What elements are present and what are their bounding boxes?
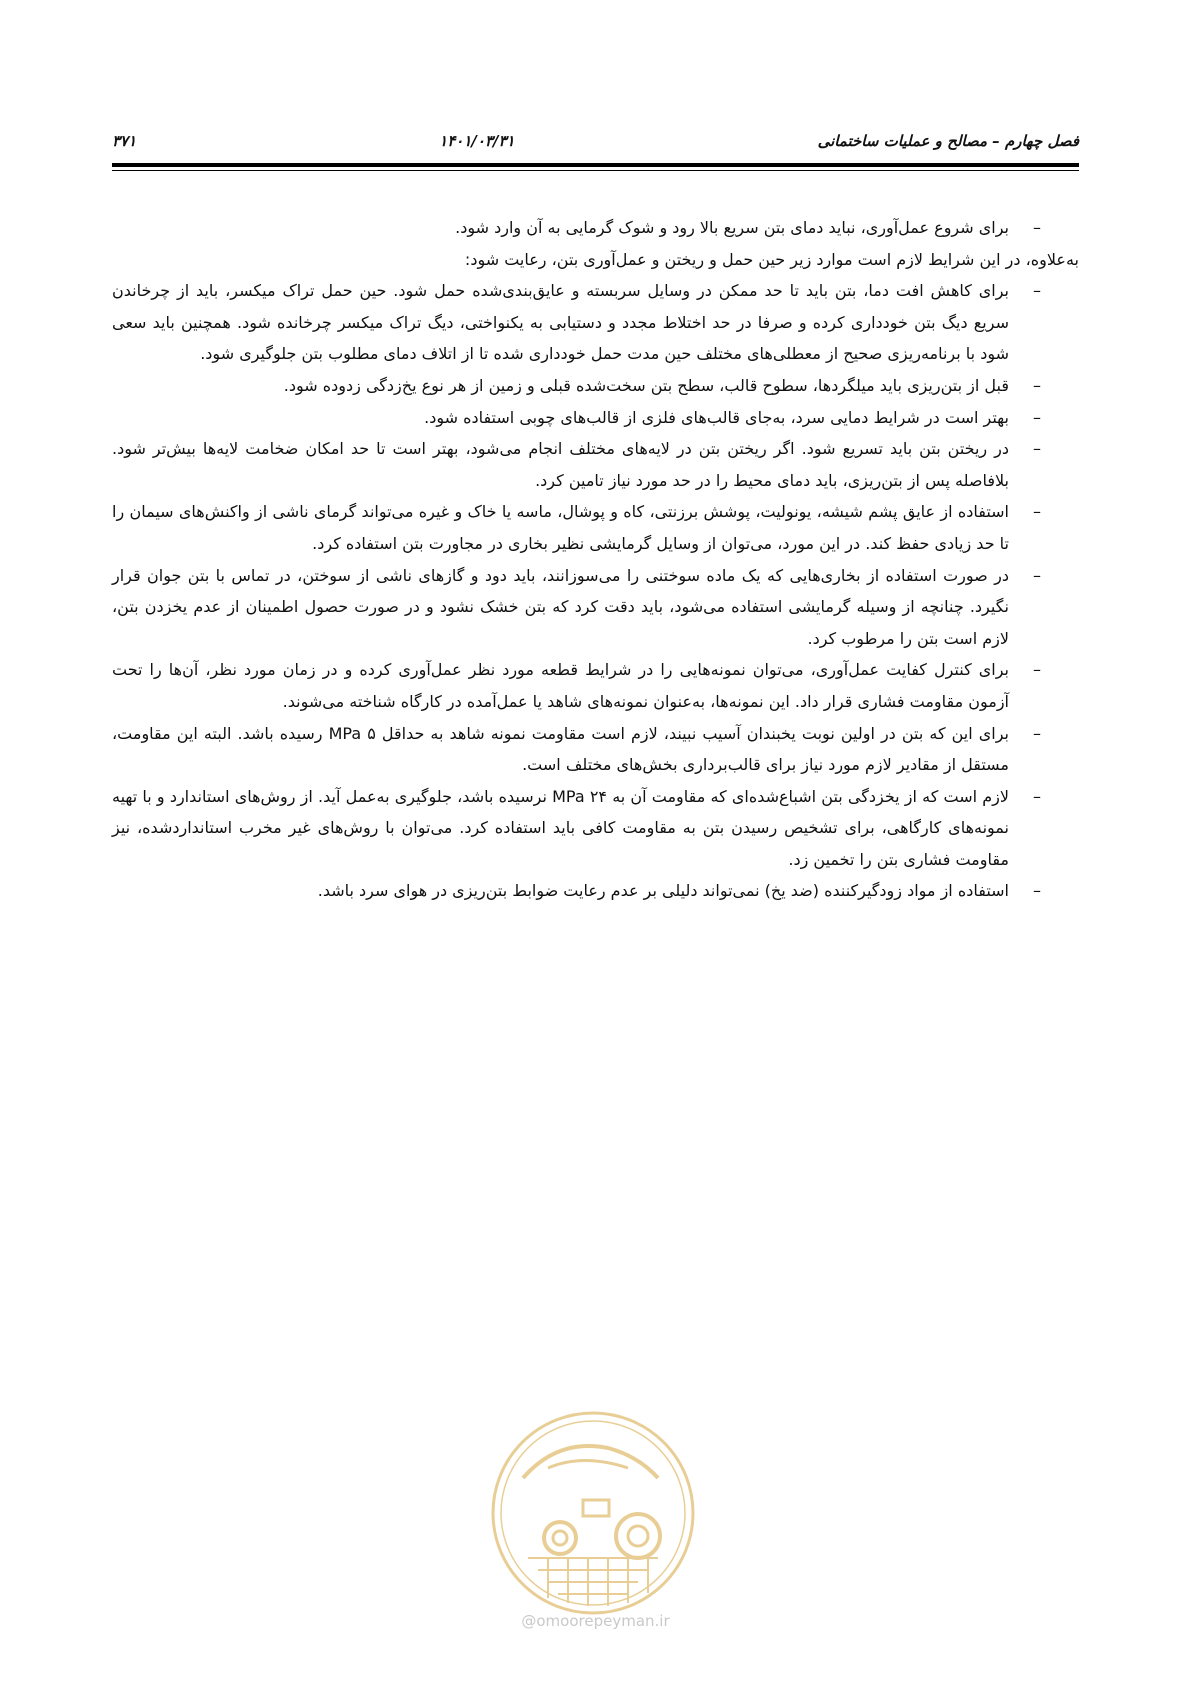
dash-bullet: –	[1033, 439, 1041, 459]
list-item-text: بهتر است در شرایط دمایی سرد، به‌جای قالب‌های فلزی از قالب‌های چوبی استفاده شود.	[424, 407, 1009, 427]
dash-bullet: –	[1033, 407, 1041, 427]
dash-bullet: –	[1033, 565, 1041, 585]
list-item	[112, 370, 1079, 402]
list-item-text: برای شروع عمل‌آوری، نباید دمای بتن سریع بالا رود و شوک گرمایی به آن وارد شود.	[455, 218, 1009, 237]
list-item-text: استفاده از مواد زودگیرکننده (ضد یخ) نمی‌تواند دلیلی بر عدم رعایت ضوابط بتن‌ریزی در هوای سرد باشد.	[317, 881, 1009, 901]
dash-bullet: –	[1033, 281, 1041, 301]
list-item	[112, 718, 1079, 781]
header-rule-thin	[112, 170, 1079, 171]
list-item-text: در صورت استفاده از بخاری‌هایی که یک ماده سوختنی را می‌سوزانند، باید دود و گازهای ناشی از سوختن، در تماس با بتن جوان قرار نگیرد. چنانچه از وسیله گرمایشی استفاده می‌شود، باید دقت کرد که بتن خشک نشود و در صورت حصول اطمینان از عدم یخزدن بتن، لازم است بتن را مرطوب کرد.	[112, 565, 1009, 648]
intro-paragraph: به‌علاوه، در این شرایط لازم است موارد زیر حین حمل و ریختن و عمل‌آوری بتن، رعایت شود:	[464, 249, 1079, 269]
dash-bullet: –	[1033, 881, 1041, 901]
list-item	[112, 560, 1079, 655]
header-date: ۱۴۰۱/۰۳/۳۱	[439, 132, 515, 150]
list-item	[112, 781, 1079, 876]
list-item-text: در ریختن بتن باید تسریع شود. اگر ریختن بتن در لایه‌های مختلف انجام می‌شود، بهتر است تا حد امکان ضخامت لایه‌ها بیش‌تر شود. بلافاصله پس از بتن‌ریزی، باید دمای محیط را در حد مورد نیاز تامین کرد.	[112, 439, 1009, 490]
list-item	[112, 402, 1079, 434]
list-item-text: برای کاهش افت دما، بتن باید تا حد ممکن در وسایل سربسته و عایق‌بندی‌شده حمل شود. حین حمل تراک میکسر، باید از چرخاندن سریع دیگ بتن خودداری کرده و صرفا در حد اختلاط مجدد و دستیابی به یکنواختی، دیگ تراک میکسر چرخانده شود. همچنین باید سعی شود با برنامه‌ریزی صحیح از معطلی‌های مختلف حین مدت حمل خودداری شده تا از اتلاف دمای مطلوب بتن جلوگیری شود.	[112, 281, 1009, 364]
list-item-text: قبل از بتن‌ریزی باید میلگردها، سطوح قالب، سطح بتن سخت‌شده قبلی و زمین از هر نوع یخ‌زدگی زدوده شود.	[283, 375, 1009, 395]
dash-bullet: –	[1033, 660, 1041, 680]
dash-bullet: –	[1033, 723, 1041, 743]
list-item	[112, 433, 1079, 496]
dash-bullet: –	[1033, 502, 1041, 522]
list-item	[112, 496, 1079, 559]
page-header	[112, 124, 1079, 158]
page-number: ۳۷۱	[112, 132, 137, 150]
chapter-title: فصل چهارم – مصالح و عملیات ساختمانی	[817, 132, 1079, 150]
watermark-logo-icon	[488, 1408, 698, 1618]
body-text	[112, 212, 1079, 907]
list-item	[112, 275, 1079, 370]
dash-bullet: –	[1033, 375, 1041, 395]
dash-bullet: –	[1033, 786, 1041, 806]
list-item-text: برای این که بتن در اولین نوبت یخبندان آسیب نبیند، لازم است مقاومت نمونه شاهد به حداقل ۵ MPa رسیده باشد. البته این مقاومت، مستقل از مقادیر لازم مورد نیاز برای قالب‌برداری بخش‌های مختلف است.	[112, 723, 1010, 775]
header-rule-thick	[112, 163, 1079, 167]
list-item	[112, 654, 1079, 717]
list-item-text: لازم است که از یخزدگی بتن اشباع‌شده‌ای که مقاومت آن به ۲۴ MPa نرسیده باشد، جلوگیری به‌عمل آید. از روش‌های استاندارد و با تهیه نمونه‌های کارگاهی، برای تشخیص رسیدن بتن به مقاومت کافی باید استفاده کرد. می‌توان با روش‌های غیر مخرب استانداردشده، نیز مقاومت فشاری بتن را تخمین زد.	[112, 786, 1010, 869]
list-item	[112, 875, 1079, 907]
list-item-text: استفاده از عایق پشم شیشه، یونولیت، پوشش برزنتی، کاه و پوشال، ماسه یا خاک و غیره می‌تواند گرمای ناشی از واکنش‌های سیمان را تا حد زیادی حفظ کند. در این مورد، می‌توان از وسایل گرمایشی نظیر بخاری در مجاورت بتن استفاده کرد.	[112, 502, 1009, 553]
list-item-text: برای کنترل کفایت عمل‌آوری، می‌توان نمونه‌هایی را در شرایط قطعه مورد نظر عمل‌آوری کرده و در زمان مورد نظر، آن‌ها را تحت آزمون مقاومت فشاری قرار داد. این نمونه‌ها، به‌عنوان نمونه‌های شاهد یا عمل‌آمده در کارگاه شناخته می‌شوند.	[112, 660, 1009, 711]
dash-bullet: –	[1033, 218, 1041, 237]
watermark-text: @omoorepeyman.ir	[521, 1612, 670, 1630]
list-item	[112, 212, 1079, 244]
